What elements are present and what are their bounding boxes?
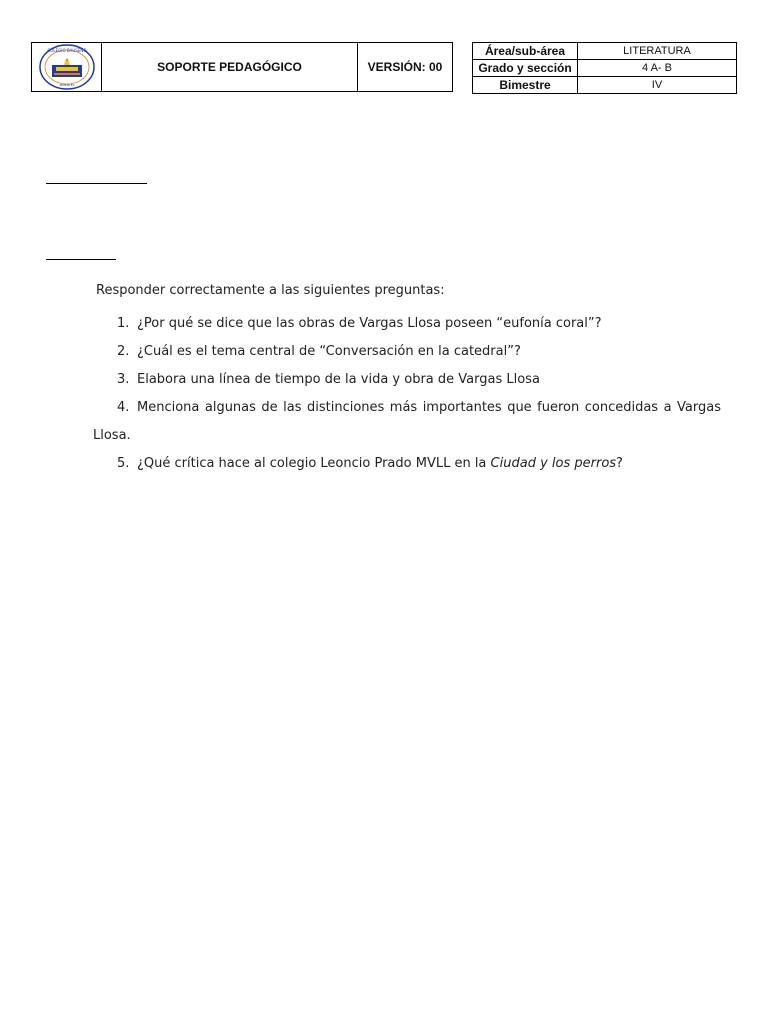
document-info-table — [472, 42, 737, 94]
question-text-end: ? — [616, 456, 623, 471]
question-text: ¿Cuál es el tema central de “Conversación en la catedral”? — [137, 344, 521, 359]
info-row-grado — [473, 60, 736, 77]
document-body — [93, 282, 721, 478]
question-text-continued: Llosa. — [93, 428, 131, 443]
question-number: 5. — [117, 456, 130, 471]
instructions-text: Responder correctamente a las siguientes preguntas: — [96, 283, 445, 298]
blank-underline — [46, 259, 116, 260]
info-row-area — [473, 43, 736, 60]
question-text: ¿Qué crítica hace al colegio Leoncio Prado MVLL en la — [137, 456, 491, 471]
question-text: Menciona algunas de las distinciones más importantes que fueron concedidas a Vargas — [137, 400, 721, 415]
svg-text:PIMENTEL: PIMENTEL — [59, 83, 74, 87]
question-text: ¿Por qué se dice que las obras de Vargas Llosa poseen “eufonía coral”? — [137, 316, 602, 331]
info-value: 4 A- B — [642, 61, 672, 74]
info-label: Bimestre — [473, 77, 578, 93]
logo-cell — [32, 43, 102, 91]
book-title: Ciudad y los perros — [490, 456, 617, 471]
blank-underline — [46, 183, 147, 184]
document-version: VERSIÓN: 00 — [367, 60, 443, 74]
svg-text:COLEGIO BAUSENO: COLEGIO BAUSENO — [46, 48, 87, 53]
document-title: SOPORTE PEDAGÓGICO — [102, 43, 358, 91]
question-item — [93, 338, 721, 366]
info-value: IV — [651, 78, 663, 91]
question-number: 3. — [117, 372, 130, 387]
question-line — [93, 422, 721, 450]
question-item — [93, 450, 721, 478]
question-item — [93, 310, 721, 338]
school-logo — [37, 43, 97, 91]
question-number: 1. — [117, 316, 130, 331]
question-item — [93, 366, 721, 394]
question-item — [93, 394, 721, 450]
question-list — [93, 310, 721, 478]
info-value: LITERATURA — [623, 44, 691, 57]
info-row-bimestre — [473, 77, 736, 93]
question-text: Elabora una línea de tiempo de la vida y obra de Vargas Llosa — [137, 372, 540, 387]
info-label: Área/sub-área — [473, 43, 578, 59]
question-number: 2. — [117, 344, 130, 359]
info-label: Grado y sección — [473, 60, 578, 76]
document-header — [31, 42, 453, 92]
question-line — [93, 394, 721, 422]
question-number: 4. — [117, 400, 130, 415]
